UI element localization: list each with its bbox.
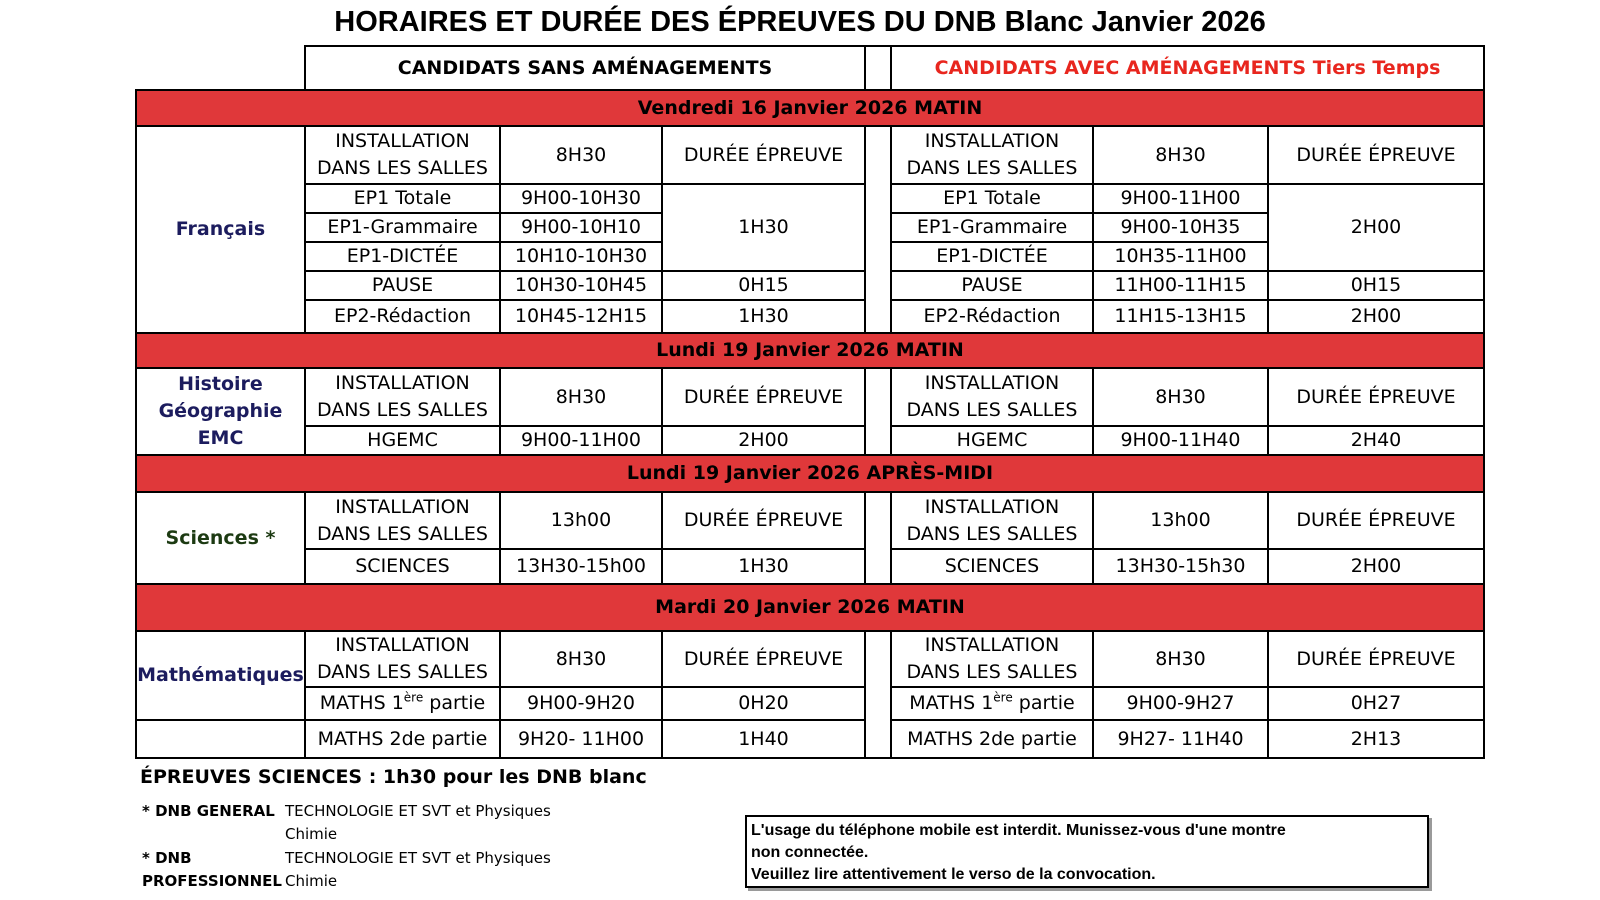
install-time: 8H30 bbox=[500, 126, 662, 184]
install-time: 13h00 bbox=[500, 492, 662, 549]
time-cell: 10H45-12H15 bbox=[500, 300, 662, 333]
epreuve-cell: EP2-Rédaction bbox=[891, 300, 1093, 333]
dnb-general-label: * DNB GENERAL bbox=[142, 802, 275, 820]
duree-label: DURÉE ÉPREUVE bbox=[1268, 368, 1484, 426]
epreuve-cell: EP1-Grammaire bbox=[305, 213, 500, 242]
time-cell: 11H15-13H15 bbox=[1093, 300, 1268, 333]
day-header-lundi-matin: Lundi 19 Janvier 2026 MATIN bbox=[136, 333, 1484, 368]
time-cell: 9H00-10H10 bbox=[500, 213, 662, 242]
header-sans-amenagements: CANDIDATS SANS AMÉNAGEMENTS bbox=[305, 46, 865, 90]
install-label: INSTALLATION DANS LES SALLES bbox=[891, 126, 1093, 184]
duration-cell: 2H00 bbox=[1268, 300, 1484, 333]
install-label: INSTALLATION DANS LES SALLES bbox=[305, 126, 500, 184]
install-time: 8H30 bbox=[1093, 631, 1268, 687]
dnb-pro-text-2: Chimie bbox=[285, 872, 338, 890]
sciences-note: ÉPREUVES SCIENCES : 1h30 pour les DNB blanc bbox=[140, 766, 647, 788]
duration-cell: 2H00 bbox=[1268, 549, 1484, 584]
duree-label: DURÉE ÉPREUVE bbox=[662, 631, 865, 687]
page-title: HORAIRES ET DURÉE DES ÉPREUVES DU DNB Blanc Janvier 2026 bbox=[334, 6, 1266, 38]
subject-blank-cell bbox=[136, 720, 305, 758]
subject-maths: Mathématiques bbox=[136, 631, 305, 720]
gap-column bbox=[865, 126, 891, 333]
day-header-mardi: Mardi 20 Janvier 2026 MATIN bbox=[136, 584, 1484, 631]
duree-label: DURÉE ÉPREUVE bbox=[662, 492, 865, 549]
time-cell: 9H00-9H20 bbox=[500, 687, 662, 720]
duree-label: DURÉE ÉPREUVE bbox=[1268, 126, 1484, 184]
time-cell: 10H10-10H30 bbox=[500, 242, 662, 271]
epreuve-cell: MATHS 1ère partie bbox=[305, 687, 500, 720]
time-cell: 9H27- 11H40 bbox=[1093, 720, 1268, 758]
notice-line: Veuillez lire attentivement le verso de la convocation. bbox=[751, 866, 1156, 883]
epreuve-cell: HGEMC bbox=[891, 426, 1093, 455]
time-cell: 13H30-15h30 bbox=[1093, 549, 1268, 584]
notice-box bbox=[745, 815, 1429, 888]
duration-cell: 0H27 bbox=[1268, 687, 1484, 720]
notes-section bbox=[140, 766, 647, 890]
epreuve-cell: MATHS 1ère partie bbox=[891, 687, 1093, 720]
install-label: INSTALLATION DANS LES SALLES bbox=[891, 492, 1093, 549]
epreuve-cell: PAUSE bbox=[891, 271, 1093, 300]
epreuve-cell: EP1-DICTÉE bbox=[305, 242, 500, 271]
install-time: 13h00 bbox=[1093, 492, 1268, 549]
epreuve-cell: SCIENCES bbox=[305, 549, 500, 584]
time-cell: 9H20- 11H00 bbox=[500, 720, 662, 758]
duration-cell: 2H40 bbox=[1268, 426, 1484, 455]
epreuve-cell: SCIENCES bbox=[891, 549, 1093, 584]
epreuve-cell: MATHS 2de partie bbox=[891, 720, 1093, 758]
day-header-lundi-apres-midi: Lundi 19 Janvier 2026 APRÈS-MIDI bbox=[136, 455, 1484, 492]
duree-label: DURÉE ÉPREUVE bbox=[1268, 631, 1484, 687]
epreuve-cell: EP1-Grammaire bbox=[891, 213, 1093, 242]
epreuve-cell: PAUSE bbox=[305, 271, 500, 300]
duration-cell: 1H30 bbox=[662, 184, 865, 271]
time-cell: 9H00-10H30 bbox=[500, 184, 662, 213]
dnb-general-text-2: Chimie bbox=[285, 825, 338, 843]
subject-francais: Français bbox=[136, 126, 305, 333]
subject-histoire: Histoire Géographie EMC bbox=[136, 368, 305, 455]
duration-cell: 0H15 bbox=[662, 271, 865, 300]
duree-label: DURÉE ÉPREUVE bbox=[662, 126, 865, 184]
subject-sciences: Sciences * bbox=[136, 492, 305, 584]
epreuve-cell: EP2-Rédaction bbox=[305, 300, 500, 333]
time-cell: 9H00-11H00 bbox=[1093, 184, 1268, 213]
duration-cell: 2H00 bbox=[662, 426, 865, 455]
time-cell: 9H00-10H35 bbox=[1093, 213, 1268, 242]
time-cell: 11H00-11H15 bbox=[1093, 271, 1268, 300]
epreuve-cell: MATHS 2de partie bbox=[305, 720, 500, 758]
duration-cell: 1H40 bbox=[662, 720, 865, 758]
install-time: 8H30 bbox=[1093, 126, 1268, 184]
duree-label: DURÉE ÉPREUVE bbox=[1268, 492, 1484, 549]
install-label: INSTALLATION DANS LES SALLES bbox=[891, 368, 1093, 426]
gap-column bbox=[865, 492, 891, 584]
dnb-pro-text: TECHNOLOGIE ET SVT et Physiques bbox=[285, 849, 551, 867]
duration-cell: 1H30 bbox=[662, 300, 865, 333]
time-cell: 10H35-11H00 bbox=[1093, 242, 1268, 271]
install-time: 8H30 bbox=[500, 631, 662, 687]
epreuve-cell: EP1-DICTÉE bbox=[891, 242, 1093, 271]
gap-column bbox=[865, 368, 891, 455]
notice-line: non connectée. bbox=[751, 844, 869, 861]
install-label: INSTALLATION DANS LES SALLES bbox=[305, 368, 500, 426]
epreuve-cell: EP1 Totale bbox=[305, 184, 500, 213]
dnb-general-text: TECHNOLOGIE ET SVT et Physiques bbox=[285, 802, 551, 820]
install-label: INSTALLATION DANS LES SALLES bbox=[305, 631, 500, 687]
day-header-vendredi: Vendredi 16 Janvier 2026 MATIN bbox=[136, 90, 1484, 126]
epreuve-cell: EP1 Totale bbox=[891, 184, 1093, 213]
epreuve-cell: HGEMC bbox=[305, 426, 500, 455]
gap-column bbox=[865, 631, 891, 758]
duration-cell: 2H13 bbox=[1268, 720, 1484, 758]
time-cell: 9H00-11H40 bbox=[1093, 426, 1268, 455]
duration-cell: 0H20 bbox=[662, 687, 865, 720]
duration-cell: 0H15 bbox=[1268, 271, 1484, 300]
duration-cell: 2H00 bbox=[1268, 184, 1484, 271]
dnb-pro-label: * DNB bbox=[142, 849, 192, 867]
header-row bbox=[136, 46, 1484, 90]
time-cell: 13H30-15h00 bbox=[500, 549, 662, 584]
time-cell: 9H00-9H27 bbox=[1093, 687, 1268, 720]
header-avec-amenagements: CANDIDATS AVEC AMÉNAGEMENTS Tiers Temps bbox=[891, 46, 1484, 90]
duree-label: DURÉE ÉPREUVE bbox=[662, 368, 865, 426]
duration-cell: 1H30 bbox=[662, 549, 865, 584]
install-time: 8H30 bbox=[500, 368, 662, 426]
notice-line: L'usage du téléphone mobile est interdit. Munissez-vous d'une montre bbox=[751, 822, 1286, 839]
schedule-table bbox=[135, 45, 1485, 759]
time-cell: 10H30-10H45 bbox=[500, 271, 662, 300]
install-label: INSTALLATION DANS LES SALLES bbox=[891, 631, 1093, 687]
dnb-pro-label-2: PROFESSIONNEL bbox=[142, 872, 282, 890]
install-time: 8H30 bbox=[1093, 368, 1268, 426]
time-cell: 9H00-11H00 bbox=[500, 426, 662, 455]
install-label: INSTALLATION DANS LES SALLES bbox=[305, 492, 500, 549]
